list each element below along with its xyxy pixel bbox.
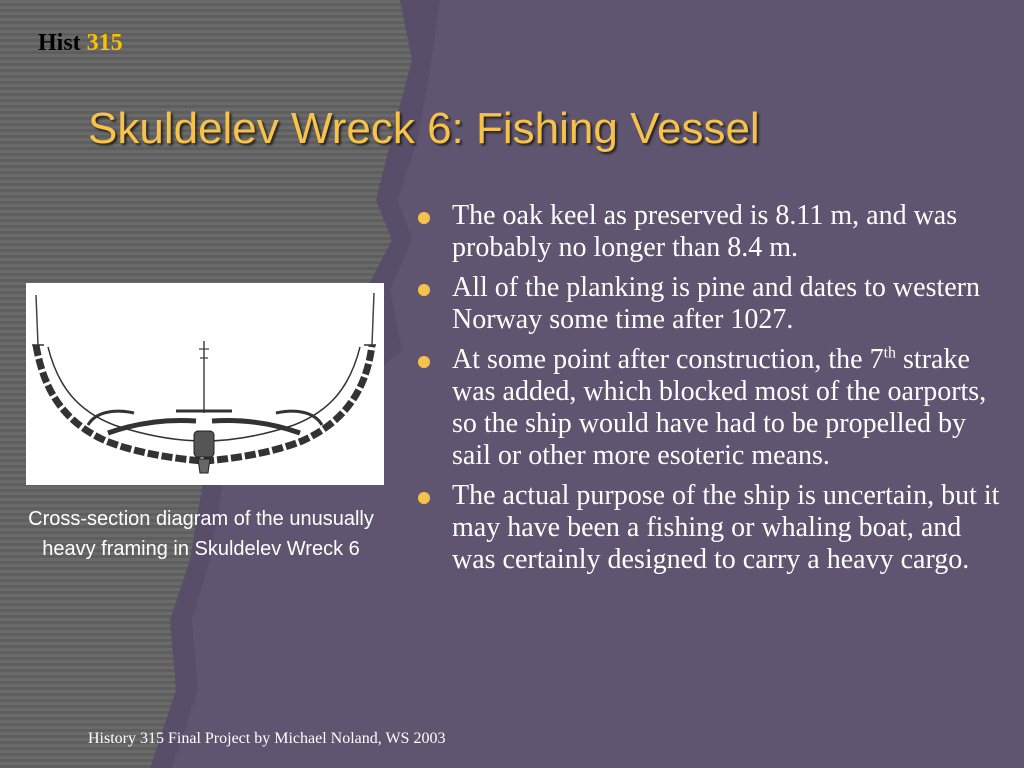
course-label-text: Hist bbox=[38, 30, 81, 56]
course-label bbox=[38, 30, 123, 57]
figure-caption: Cross-section diagram of the unusually heavy framing in Skuldelev Wreck 6 bbox=[28, 508, 374, 560]
bullet-dot-icon bbox=[418, 356, 430, 368]
course-number: 315 bbox=[86, 30, 123, 56]
hull-cross-section-diagram bbox=[26, 283, 384, 485]
bullet-item-strake bbox=[410, 344, 1010, 472]
bullet-text: All of the planking is pine and dates to western Norway some time after 1027. bbox=[452, 272, 980, 335]
bullet-dot-icon bbox=[418, 212, 430, 224]
bullet-item-purpose bbox=[410, 480, 1010, 576]
bullet-dot-icon bbox=[418, 284, 430, 296]
bullet-item-keel bbox=[410, 200, 1010, 264]
bullet-text: The actual purpose of the ship is uncertain, but it may have been a fishing or whaling boat, and was certainly designed to carry a heavy cargo. bbox=[452, 480, 1000, 575]
slide-footer: History 315 Final Project by Michael Noland, WS 2003 bbox=[88, 730, 446, 747]
bullet-text-end: strake was added, which blocked most of the oarports, so the ship would have had to be propelled by sail or other more esoteric means. bbox=[452, 344, 987, 471]
bullet-item-planking bbox=[410, 272, 1010, 336]
bullet-text: The oak keel as preserved is 8.11 m, and was probably no longer than 8.4 m. bbox=[452, 200, 958, 263]
ship-hull-cross-section-icon bbox=[26, 283, 384, 485]
bullet-text-start: At some point after construction, the 7 bbox=[452, 344, 884, 375]
slide-title: Skuldelev Wreck 6: Fishing Vessel bbox=[88, 104, 760, 153]
bullet-list bbox=[410, 200, 1010, 584]
bullet-dot-icon bbox=[418, 492, 430, 504]
ordinal-suffix: th bbox=[883, 344, 897, 362]
